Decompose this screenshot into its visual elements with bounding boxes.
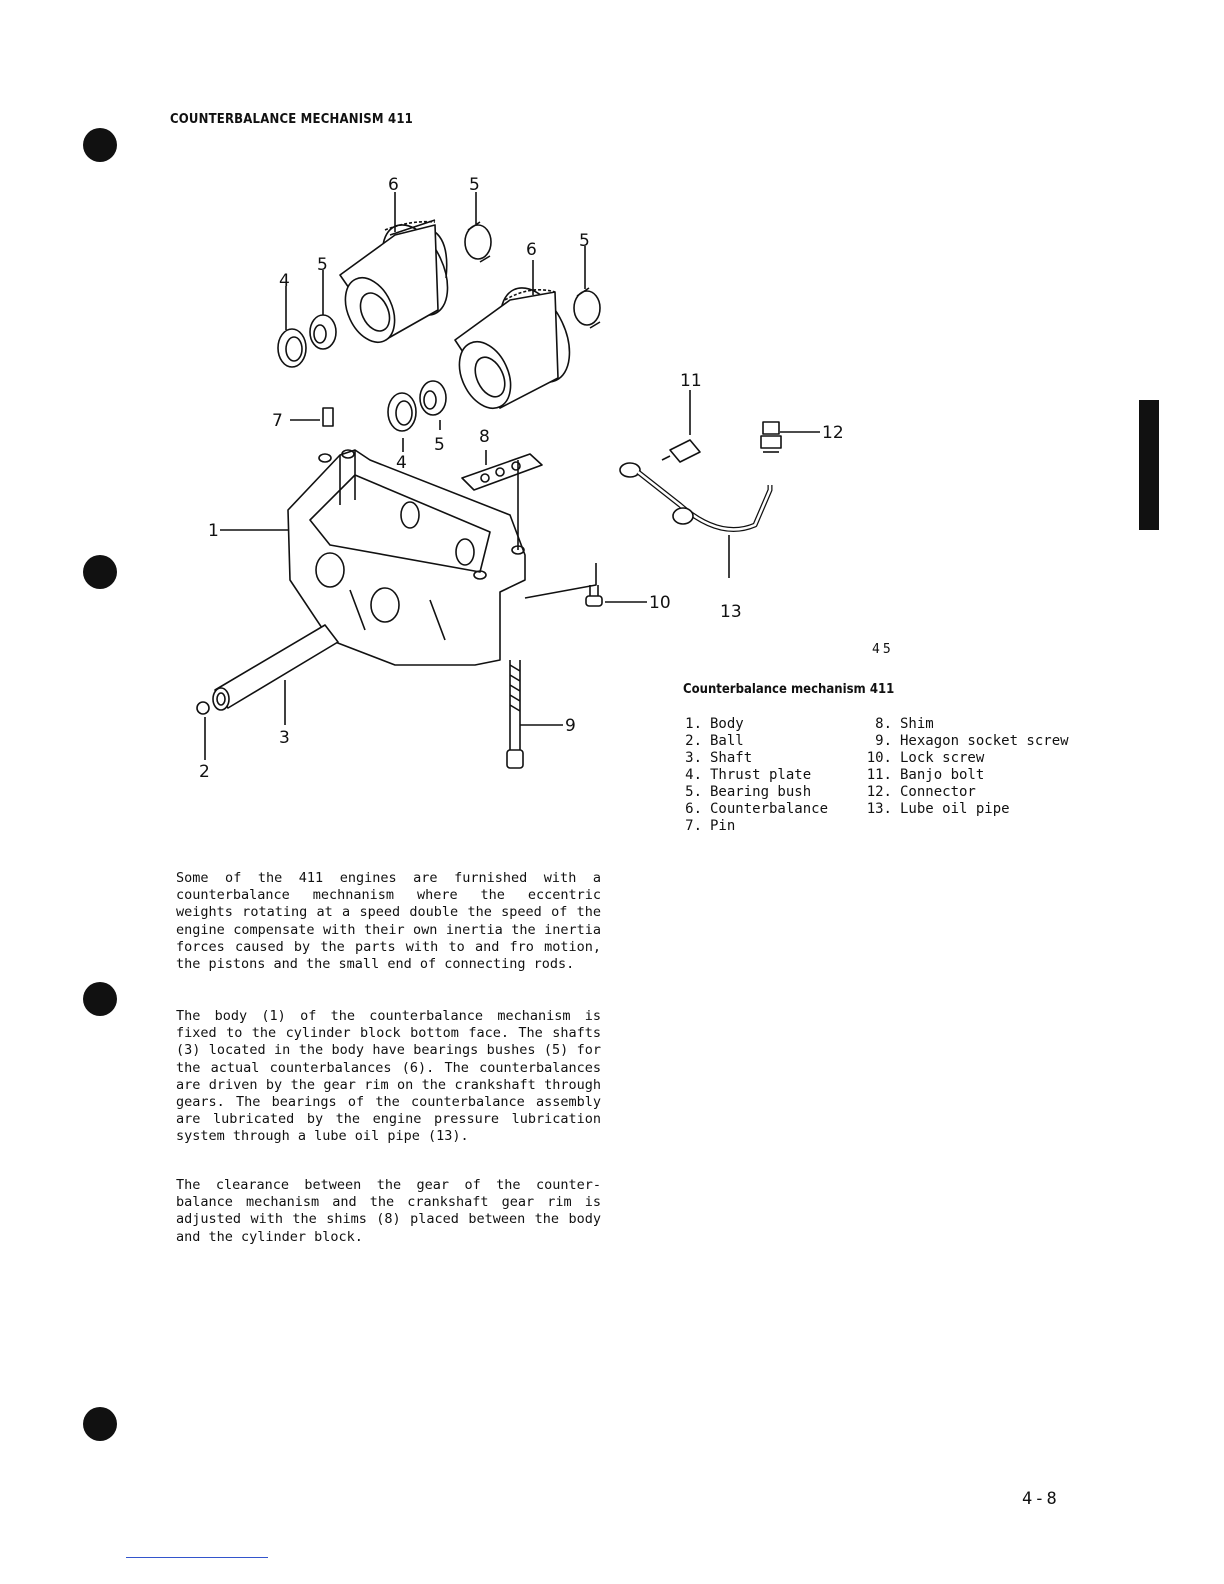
- thrust-plate-2: [388, 393, 416, 431]
- lube-oil-pipe-drawing: [620, 463, 770, 530]
- figure-caption: Counterbalance mechanism 411: [683, 682, 895, 697]
- bearing-bush-3: [310, 315, 336, 349]
- section-index-tab: [1139, 400, 1159, 530]
- callout-6a: 6: [388, 175, 399, 195]
- callout-11: 11: [680, 371, 702, 391]
- legend-item: 10. Lock screw: [866, 750, 985, 766]
- shaft-drawing: [213, 625, 338, 710]
- legend-item: 4. Thrust plate: [685, 767, 812, 783]
- binder-hole-4: [83, 1407, 117, 1441]
- callout-5c: 5: [317, 255, 328, 275]
- callout-5a: 5: [469, 175, 480, 195]
- legend-item: 3. Shaft: [685, 750, 753, 766]
- page-title: COUNTERBALANCE MECHANISM 411: [170, 112, 414, 127]
- hexagon-socket-screw-drawing: [507, 660, 523, 768]
- body-paragraph-1: Some of the 411 engines are furnished with a counterbalance mechnanism where the eccentric weights rotating at a speed double the speed of the engine compensate with their own inertia the inertia forces caused by the parts with to and fro motion, the pistons and the small end of connecting rods.: [176, 870, 601, 973]
- callout-9: 9: [565, 716, 576, 736]
- banjo-bolt-drawing: [662, 440, 700, 462]
- footer-rule: [126, 1557, 268, 1558]
- callout-4a: 4: [279, 271, 290, 291]
- bearing-bush-1: [465, 222, 491, 262]
- legend-item: 11. Banjo bolt: [866, 767, 985, 783]
- callout-5d: 5: [434, 435, 445, 455]
- body-paragraph-3: The clearance between the gear of the counter-balance mechanism and the crankshaft gear rim is adjusted with the shims (8) placed between the body and the cylinder block.: [176, 1177, 601, 1245]
- bearing-bush-2: [574, 288, 600, 328]
- legend-item: 13. Lube oil pipe: [866, 801, 1010, 817]
- pin-drawing: [323, 408, 333, 426]
- legend-item: 9. Hexagon socket screw: [875, 733, 1069, 749]
- connector-drawing: [761, 422, 781, 452]
- legend-item: 6. Counterbalance: [685, 801, 829, 817]
- legend-item: 2. Ball: [685, 733, 744, 749]
- exploded-view-diagram: [180, 160, 880, 800]
- ball-drawing: [197, 702, 209, 714]
- counterbalance-lower-drawing: [449, 277, 583, 416]
- callout-13: 13: [720, 602, 742, 622]
- callout-4b: 4: [396, 453, 407, 473]
- callout-1: 1: [208, 521, 219, 541]
- legend-item: 1. Body: [685, 716, 744, 732]
- bearing-bush-4: [420, 381, 446, 415]
- callout-2: 2: [199, 762, 210, 782]
- body-paragraph-2: The body (1) of the counterbalance mechanism is fixed to the cylinder block bottom face. The shafts (3) located in the body have bearings bushes (5) for the actual counterbalances (6). The counterbalances are driven by the gear rim on the crankshaft through gears. The bearings of the counterbalance assembly are lubricated by the engine pressure lubrication system through a lube oil pipe (13).: [176, 1008, 601, 1145]
- binder-hole-3: [83, 982, 117, 1016]
- binder-hole-1: [83, 128, 117, 162]
- lock-screw-drawing: [586, 585, 602, 606]
- callout-12: 12: [822, 423, 844, 443]
- counterbalance-upper-drawing: [336, 215, 461, 350]
- figure-number: 45: [872, 642, 894, 657]
- legend-item: 12. Connector: [866, 784, 976, 800]
- callout-8: 8: [479, 427, 490, 447]
- callout-7: 7: [272, 411, 283, 431]
- legend-item: 7. Pin: [685, 818, 736, 834]
- callout-3: 3: [279, 728, 290, 748]
- parts-legend-column-2: [866, 716, 1069, 818]
- binder-hole-2: [83, 555, 117, 589]
- callout-6b: 6: [526, 240, 537, 260]
- thrust-plate-1: [278, 329, 306, 367]
- parts-legend-column-1: [676, 716, 828, 835]
- callout-5b: 5: [579, 231, 590, 251]
- legend-item: 8. Shim: [875, 716, 934, 732]
- shim-drawing: [462, 454, 542, 490]
- callout-10: 10: [649, 593, 671, 613]
- legend-item: 5. Bearing bush: [685, 784, 812, 800]
- page-number: 4-8: [1022, 1489, 1059, 1509]
